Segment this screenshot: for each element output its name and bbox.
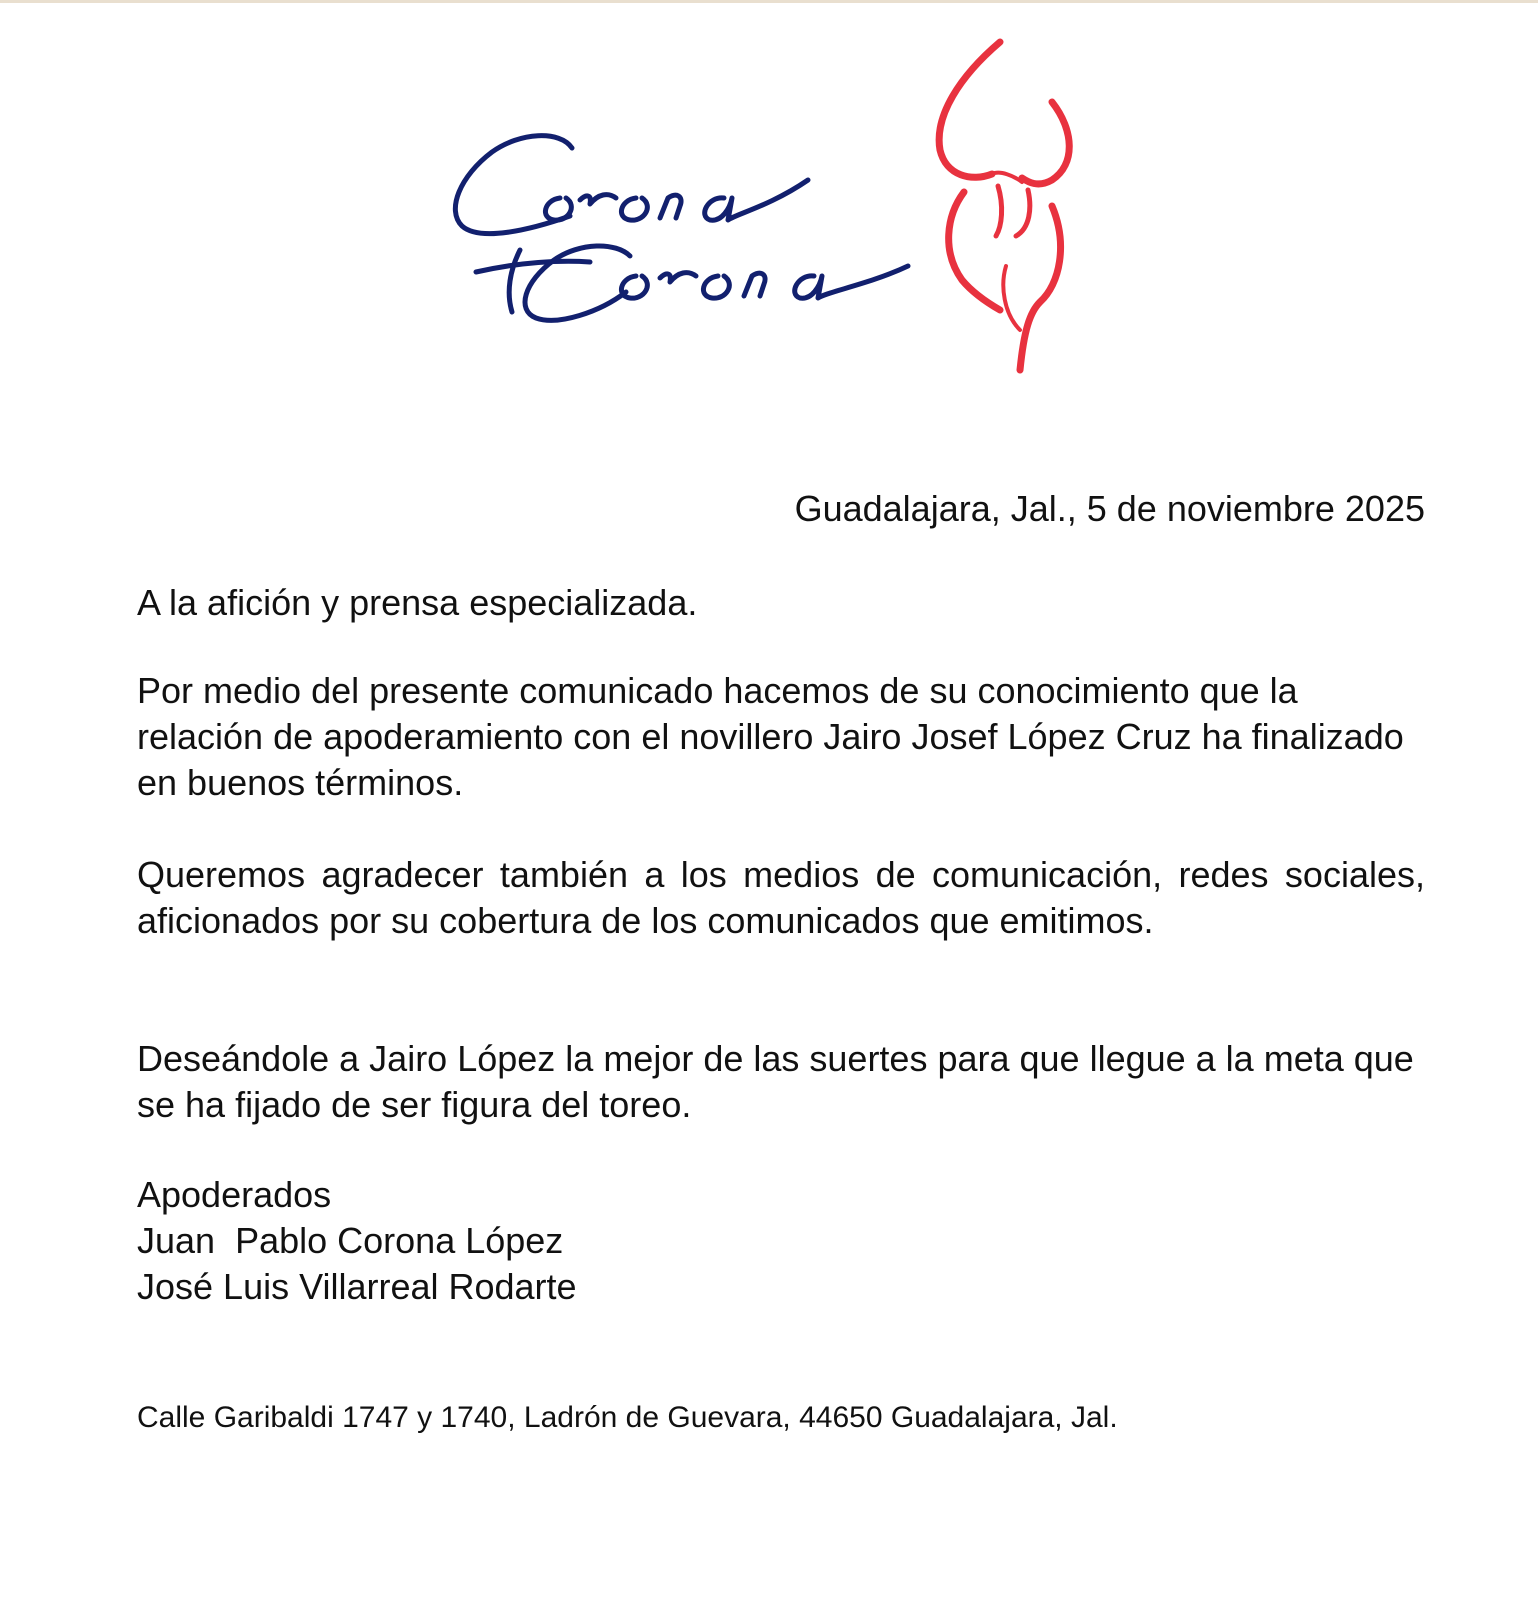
logo-graphic — [440, 30, 1120, 400]
logo-script-wordmark — [455, 136, 908, 321]
top-rule — [0, 0, 1538, 3]
letter-paragraph: Deseándole a Jairo López la mejor de las suertes para que llegue a la meta que se ha fijado de ser figura del toreo. — [137, 1038, 1414, 1125]
letter-date: Guadalajara, Jal., 5 de noviembre 2025 — [794, 488, 1425, 529]
letter-address: Calle Garibaldi 1747 y 1740, Ladrón de Guevara, 44650 Guadalajara, Jal. — [137, 1401, 1118, 1434]
bull-horns-figure-icon — [939, 42, 1069, 370]
signature-name: Juan Pablo Corona López — [137, 1220, 564, 1261]
signature-name: José Luis Villarreal Rodarte — [137, 1266, 577, 1307]
letter-paragraph: Queremos agradecer también a los medios de comunicación, redes sociales, aficionados por su cobertura de los comunicados que emitimos. — [137, 854, 1425, 941]
signature-title: Apoderados — [137, 1174, 332, 1215]
letter-greeting: A la afición y prensa especializada. — [137, 582, 698, 623]
signature-block — [137, 1172, 1425, 1310]
letter-paragraph: Por medio del presente comunicado hacemos de su conocimiento que la relación de apoderamiento con el novillero Jairo Josef López Cruz ha finalizado en buenos términos. — [137, 670, 1404, 803]
corona-corona-logo — [440, 30, 1120, 400]
